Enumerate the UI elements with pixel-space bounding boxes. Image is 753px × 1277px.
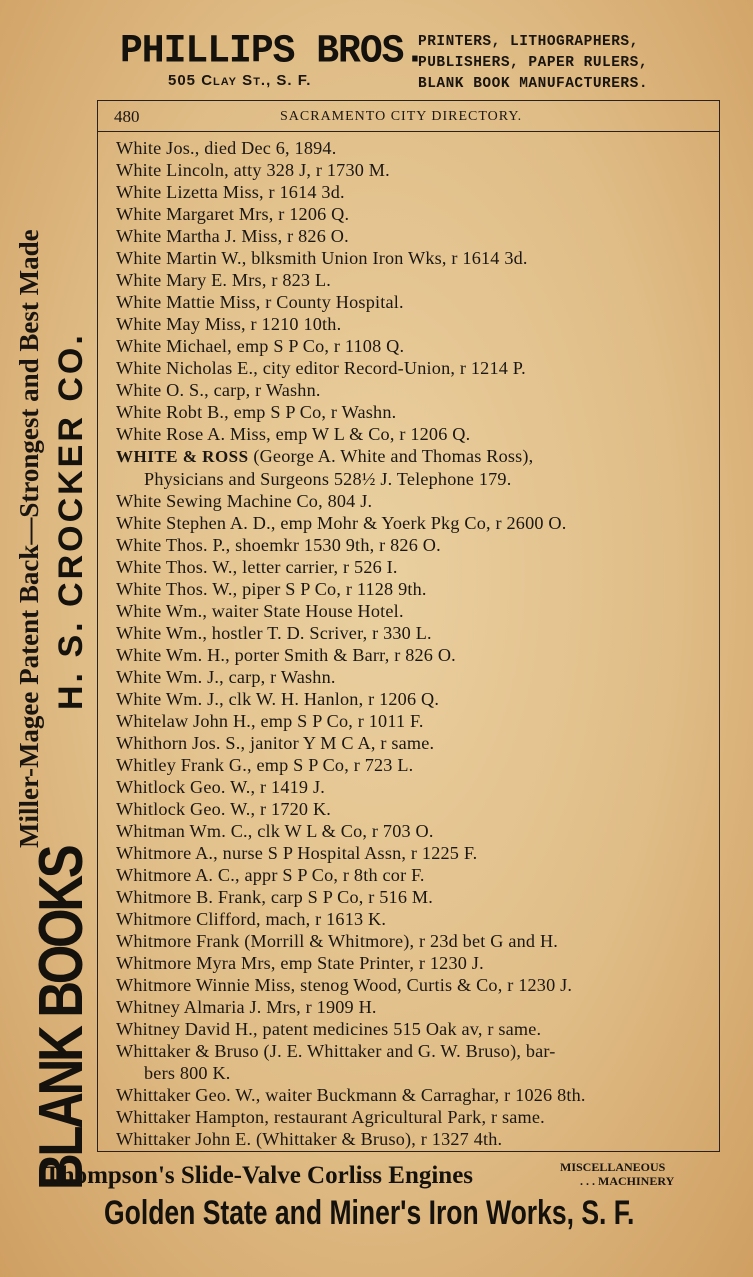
entry-text: Whitmore Frank (Morrill & Whitmore), r 23d bet G and H.	[116, 931, 559, 951]
entry-line	[116, 137, 716, 159]
entry-text: Whitman Wm. C., clk W L & Co, r 703 O.	[116, 821, 434, 841]
bottom-ad-works: Golden State and Miner's Iron Works, S. F.	[104, 1194, 635, 1232]
list-item	[116, 952, 716, 974]
entry-text: Whitmore Clifford, mach, r 1613 K.	[116, 909, 387, 929]
list-item	[116, 490, 716, 512]
entry-text: White Martha J. Miss, r 826 O.	[116, 226, 349, 246]
ad-trade-line: PUBLISHERS, PAPER RULERS,	[418, 55, 649, 71]
entry-text: Whitney David H., patent medicines 515 Oak av, r same.	[116, 1019, 542, 1039]
list-item	[116, 159, 716, 181]
entry-bold-name: WHITE & ROSS	[116, 447, 249, 466]
entry-text: White Wm., waiter State House Hotel.	[116, 601, 404, 621]
entry-text: White Wm. J., clk W. H. Hanlon, r 1206 Q.	[116, 689, 440, 709]
entry-text: Whitley Frank G., emp S P Co, r 723 L.	[116, 755, 414, 775]
entry-line	[116, 1040, 716, 1062]
entry-line	[116, 269, 716, 291]
top-advertisement	[0, 22, 753, 94]
list-item	[116, 644, 716, 666]
list-item	[116, 379, 716, 401]
entry-text: White Jos., died Dec 6, 1894.	[116, 138, 337, 158]
bottom-ad-misc-line: MISCELLANEOUS	[560, 1160, 666, 1174]
entry-line	[116, 842, 716, 864]
entry-text: Whittaker Geo. W., waiter Buckmann & Carraghar, r 1026 8th.	[116, 1085, 586, 1105]
list-item	[116, 137, 716, 159]
entry-line	[116, 886, 716, 908]
bottom-ad-engines: Thompson's Slide-Valve Corliss Engines	[44, 1162, 474, 1189]
list-item	[116, 269, 716, 291]
entry-text: White Mattie Miss, r County Hospital.	[116, 292, 404, 312]
entry-text: Whitmore A., nurse S P Hospital Assn, r 1225 F.	[116, 843, 478, 863]
list-item	[116, 1128, 716, 1150]
entry-text: White Stephen A. D., emp Mohr & Yoerk Pkg Co, r 2600 O.	[116, 513, 567, 533]
entry-text: Whitmore Myra Mrs, emp State Printer, r 1230 J.	[116, 953, 484, 973]
entry-line	[116, 1106, 716, 1128]
list-item	[116, 534, 716, 556]
entry-text: White Robt B., emp S P Co, r Washn.	[116, 402, 397, 422]
entry-line	[116, 820, 716, 842]
list-item	[116, 335, 716, 357]
entry-text: White Wm., hostler T. D. Scriver, r 330 L.	[116, 623, 432, 643]
entry-line	[116, 776, 716, 798]
list-item	[116, 622, 716, 644]
entry-line	[116, 512, 716, 534]
entry-line	[116, 181, 716, 203]
list-item	[116, 842, 716, 864]
entry-list	[116, 137, 716, 1150]
entry-text: Whithorn Jos. S., janitor Y M C A, r same.	[116, 733, 435, 753]
entry-line	[116, 159, 716, 181]
ad-trade-line: PRINTERS, LITHOGRAPHERS,	[418, 34, 639, 50]
entry-text: White Mary E. Mrs, r 823 L.	[116, 270, 332, 290]
entry-line	[116, 908, 716, 930]
entry-text: Whitlock Geo. W., r 1419 J.	[116, 777, 325, 797]
ad-trades	[418, 32, 718, 95]
entry-line	[116, 445, 716, 468]
entry-line	[116, 578, 716, 600]
list-item	[116, 445, 716, 490]
entry-line	[116, 423, 716, 445]
entry-text: White Thos. W., letter carrier, r 526 I.	[116, 557, 398, 577]
entry-line	[116, 313, 716, 335]
entry-line	[116, 622, 716, 644]
entry-text: White Rose A. Miss, emp W L & Co, r 1206 Q.	[116, 424, 471, 444]
entry-line	[116, 930, 716, 952]
list-item	[116, 776, 716, 798]
entry-line	[116, 379, 716, 401]
entry-text: White Lincoln, atty 328 J, r 1730 M.	[116, 160, 390, 180]
list-item	[116, 798, 716, 820]
entry-line	[116, 952, 716, 974]
list-item	[116, 401, 716, 423]
entry-line	[116, 335, 716, 357]
list-item	[116, 930, 716, 952]
entry-text: Whitlock Geo. W., r 1720 K.	[116, 799, 332, 819]
list-item	[116, 512, 716, 534]
list-item	[116, 688, 716, 710]
list-item	[116, 996, 716, 1018]
entry-line	[116, 401, 716, 423]
entry-text: White Wm. J., carp, r Washn.	[116, 667, 336, 687]
list-item	[116, 291, 716, 313]
entry-line	[116, 247, 716, 269]
directory-frame	[97, 100, 720, 1152]
list-item	[116, 754, 716, 776]
list-item	[116, 181, 716, 203]
side-ad-company: H. S. CROCKER CO.	[52, 332, 90, 710]
list-item	[116, 974, 716, 996]
entry-text: Whittaker Hampton, restaurant Agricultural Park, r same.	[116, 1107, 545, 1127]
entry-text: White Nicholas E., city editor Record-Union, r 1214 P.	[116, 358, 526, 378]
list-item	[116, 1084, 716, 1106]
list-item	[116, 908, 716, 930]
entry-line	[116, 732, 716, 754]
entry-text: White Michael, emp S P Co, r 1108 Q.	[116, 336, 405, 356]
entry-line	[116, 225, 716, 247]
entry-line	[116, 534, 716, 556]
list-item	[116, 423, 716, 445]
entry-text: (George A. White and Thomas Ross),	[248, 446, 534, 466]
entry-line	[116, 798, 716, 820]
entry-text: Whittaker John E. (Whittaker & Bruso), r 1327 4th.	[116, 1129, 503, 1149]
entry-line	[116, 864, 716, 886]
entry-text: Whitmore Winnie Miss, stenog Wood, Curtis & Co, r 1230 J.	[116, 975, 573, 995]
entry-line	[116, 688, 716, 710]
list-item	[116, 886, 716, 908]
entry-text: White O. S., carp, r Washn.	[116, 380, 321, 400]
entry-text: Whitmore B. Frank, carp S P Co, r 516 M.	[116, 887, 433, 907]
entry-line	[116, 357, 716, 379]
list-item	[116, 710, 716, 732]
list-item	[116, 556, 716, 578]
ad-trade-line: BLANK BOOK MANUFACTURERS.	[418, 76, 649, 92]
bottom-advertisement	[0, 1154, 753, 1264]
entry-line	[116, 996, 716, 1018]
list-item	[116, 1106, 716, 1128]
list-item	[116, 1040, 716, 1084]
side-ad-tagline: Miller-Magee Patent Back—Strongest and Best Made	[14, 229, 44, 848]
list-item	[116, 864, 716, 886]
entry-text: Whitney Almaria J. Mrs, r 1909 H.	[116, 997, 377, 1017]
entry-line	[116, 490, 716, 512]
entry-text: White Thos. W., piper S P Co, r 1128 9th.	[116, 579, 427, 599]
entry-line	[116, 754, 716, 776]
entry-text: White Lizetta Miss, r 1614 3d.	[116, 182, 345, 202]
entry-line	[116, 600, 716, 622]
entry-text: White Sewing Machine Co, 804 J.	[116, 491, 373, 511]
bottom-ad-misc-line: . . . MACHINERY	[580, 1174, 675, 1188]
entry-line	[116, 666, 716, 688]
page-number: 480	[114, 107, 140, 126]
list-item	[116, 357, 716, 379]
entry-text: Whitelaw John H., emp S P Co, r 1011 F.	[116, 711, 424, 731]
entry-line	[116, 710, 716, 732]
page-title: SACRAMENTO CITY DIRECTORY.	[280, 109, 523, 124]
entry-text: Whitmore A. C., appr S P Co, r 8th cor F.	[116, 865, 425, 885]
entry-line	[116, 644, 716, 666]
entry-line	[116, 291, 716, 313]
list-item	[116, 578, 716, 600]
entry-text: White Martin W., blksmith Union Iron Wks, r 1614 3d.	[116, 248, 528, 268]
entry-line	[116, 556, 716, 578]
entry-text: White Margaret Mrs, r 1206 Q.	[116, 204, 350, 224]
entry-line	[116, 974, 716, 996]
list-item	[116, 820, 716, 842]
entry-line	[116, 203, 716, 225]
page-header	[98, 101, 719, 132]
entry-continuation: Physicians and Surgeons 528½ J. Telephone 179.	[144, 469, 512, 489]
list-item	[116, 247, 716, 269]
entry-line	[116, 1084, 716, 1106]
list-item	[116, 1018, 716, 1040]
entry-text: White Wm. H., porter Smith & Barr, r 826 O.	[116, 645, 456, 665]
entry-continuation: bers 800 K.	[144, 1063, 231, 1083]
list-item	[116, 313, 716, 335]
entry-text: White Thos. P., shoemkr 1530 9th, r 826 O.	[116, 535, 441, 555]
entry-text: White May Miss, r 1210 10th.	[116, 314, 342, 334]
side-ad-headline: BLANK BOOKS	[27, 847, 96, 1190]
entry-line	[116, 1128, 716, 1150]
list-item	[116, 225, 716, 247]
bottom-ad-machinery	[560, 1160, 720, 1188]
list-item	[116, 203, 716, 225]
ad-address: 505 Clay St., S. F.	[168, 72, 312, 89]
ad-brand: PHILLIPS BROS.	[120, 28, 426, 75]
list-item	[116, 600, 716, 622]
entry-line	[116, 1018, 716, 1040]
list-item	[116, 666, 716, 688]
side-advertisement	[8, 50, 98, 1190]
entry-text: Whittaker & Bruso (J. E. Whittaker and G. W. Bruso), bar-	[116, 1041, 556, 1061]
list-item	[116, 732, 716, 754]
